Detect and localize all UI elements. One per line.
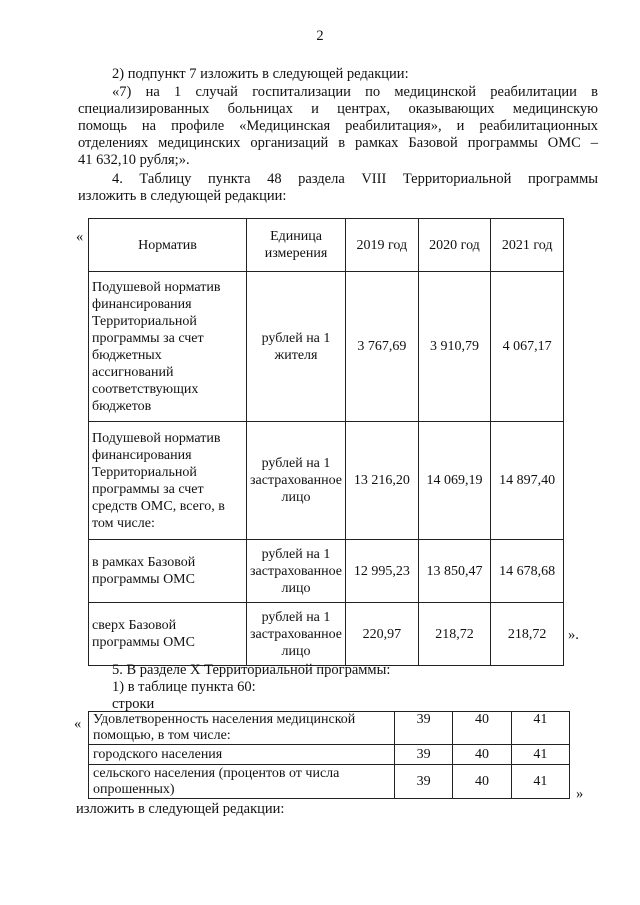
text-line: помощь на профиле «Медицинская реабилитация», и реабилитационных	[78, 118, 598, 134]
text-line: 41 632,10 рубля;».	[78, 152, 190, 168]
header-cell: 2019 год	[346, 219, 419, 272]
value-cell: 40	[453, 712, 511, 745]
value-2020: 218,72	[418, 603, 491, 666]
table-row	[89, 603, 564, 666]
value-2021: 218,72	[491, 603, 564, 666]
row-label-line: сельского населения (процентов от числа	[93, 765, 340, 781]
paragraph-rows: строки	[112, 696, 155, 712]
table-row	[89, 712, 570, 745]
paragraph-subpoint-7: 2) подпункт 7 изложить в следующей редакции:	[112, 66, 409, 82]
satisfaction-table	[88, 711, 570, 799]
row-label	[89, 712, 395, 745]
value-2020: 13 850,47	[418, 540, 491, 603]
header-cell: 2021 год	[491, 219, 564, 272]
text-line: «7) на 1 случай госпитализации по медицинской реабилитации в	[112, 84, 598, 100]
table-row	[89, 765, 570, 799]
value-2019: 3 767,69	[346, 272, 419, 422]
paragraph-table-48	[78, 171, 598, 205]
value-cell: 41	[511, 745, 569, 765]
row-unit: рублей на 1 застрахованное лицо	[247, 540, 346, 603]
normative-table	[88, 218, 564, 666]
table-row	[89, 272, 564, 422]
value-cell: 41	[511, 712, 569, 745]
row-name: в рамках Базовой программы ОМС	[89, 540, 247, 603]
value-2019: 12 995,23	[346, 540, 419, 603]
row-label	[89, 765, 395, 799]
table-row	[89, 540, 564, 603]
row-unit: рублей на 1 застрахованное лицо	[247, 603, 346, 666]
row-unit: рублей на 1 жителя	[247, 272, 346, 422]
quote-open-mark: «	[76, 229, 84, 245]
table-row	[89, 422, 564, 540]
value-cell: 39	[394, 765, 452, 799]
value-cell: 39	[394, 745, 452, 765]
table-header-row	[89, 219, 564, 272]
paragraph-table-60: 1) в таблице пункта 60:	[112, 679, 256, 695]
value-cell: 39	[394, 712, 452, 745]
value-2020: 14 069,19	[418, 422, 491, 540]
row-name: сверх Базовой программы ОМС	[89, 603, 247, 666]
page-number: 2	[316, 28, 324, 44]
header-cell: Норматив	[89, 219, 247, 272]
quote-close-mark: ».	[568, 627, 579, 643]
value-cell: 40	[453, 745, 511, 765]
value-cell: 41	[511, 765, 569, 799]
text-line: специализированных больницах и центрах, оказывающих медицинскую	[78, 101, 598, 117]
row-unit: рублей на 1 застрахованное лицо	[247, 422, 346, 540]
table-row	[89, 745, 570, 765]
text-line: изложить в следующей редакции:	[78, 188, 287, 204]
paragraph-new-edition: изложить в следующей редакции:	[76, 801, 285, 817]
row-label: городского населения	[89, 745, 395, 765]
paragraph-section-x: 5. В разделе X Территориальной программы:	[112, 662, 391, 678]
quote-close-mark-2: »	[576, 786, 584, 802]
header-cell: Единица измерения	[247, 219, 346, 272]
value-2021: 14 897,40	[491, 422, 564, 540]
text-line: отделениях медицинских организаций в рамках Базовой программы ОМС –	[78, 135, 598, 151]
value-cell: 40	[453, 765, 511, 799]
row-name: Подушевой норматив финансирования Территориальной программы за счет средств ОМС, всего, в том числе:	[89, 422, 247, 540]
value-2021: 14 678,68	[491, 540, 564, 603]
row-label-line: Удовлетворенность населения медицинской	[93, 712, 356, 727]
paragraph-quote-7	[78, 84, 598, 169]
row-name: Подушевой норматив финансирования Территориальной программы за счет бюджетных ассигнований соответствующих бюджетов	[89, 272, 247, 422]
value-2020: 3 910,79	[418, 272, 491, 422]
text-line: 4. Таблицу пункта 48 раздела VIII Территориальной программы	[112, 171, 598, 187]
quote-open-mark-2: «	[74, 716, 82, 732]
value-2019: 13 216,20	[346, 422, 419, 540]
value-2021: 4 067,17	[491, 272, 564, 422]
value-2019: 220,97	[346, 603, 419, 666]
row-label-line: опрошенных)	[93, 781, 175, 797]
header-cell: 2020 год	[418, 219, 491, 272]
row-label-line: помощью, в том числе:	[93, 728, 231, 743]
